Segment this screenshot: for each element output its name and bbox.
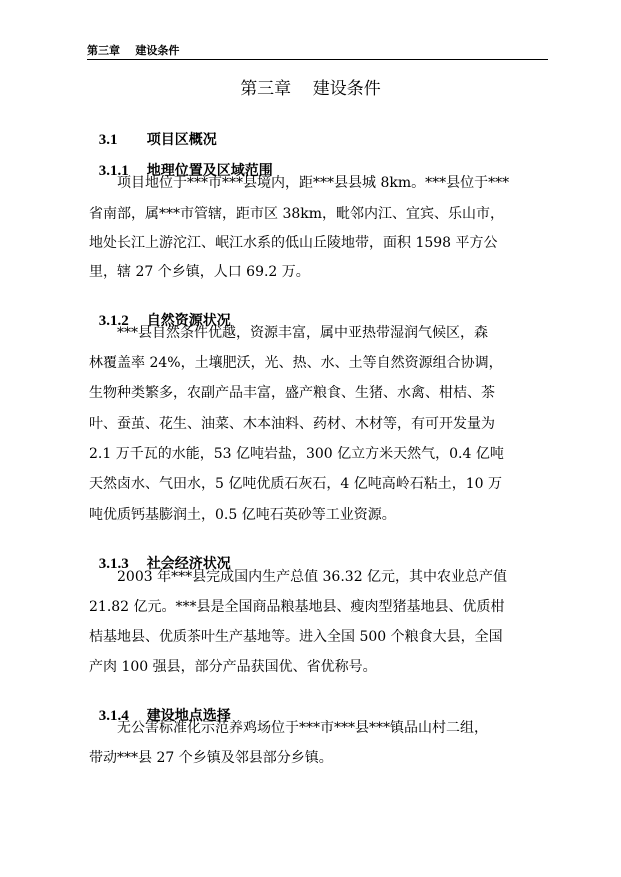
header-divider [87, 59, 548, 60]
chapter-title: 第三章 建设条件 [240, 79, 381, 99]
subsection-title: 地理位置及区域范围 [146, 163, 273, 179]
paragraph-line: 21.82 亿元。***县是全国商品粮基地县、瘦肉型猪基地县、优质柑 [89, 599, 505, 615]
section-title: 项目区概况 [146, 132, 217, 148]
paragraph-line: 带动***县 27 个乡镇及邻县部分乡镇。 [89, 750, 333, 766]
paragraph-line: 天然卤水、气田水，5 亿吨优质石灰石，4 亿吨高岭石粘土，10 万 [89, 476, 502, 492]
subsection-title: 社会经济状况 [146, 556, 231, 572]
paragraph-line: 省南部，属***市管辖，距市区 38km，毗邻内江、宜宾、乐山市， [89, 206, 505, 222]
subsection-title: 建设地点选择 [146, 708, 231, 724]
section-number: 3.1 [98, 132, 118, 148]
paragraph-line: 无公害标准化示范养鸡场位于***市***县***镇品山村二组， [117, 720, 488, 736]
paragraph-line: 项目地位于***市***县境内，距***县县城 8km。***县位于*** [117, 175, 510, 191]
paragraph-line: 吨优质钙基膨润土，0.5 亿吨石英砂等工业资源。 [89, 507, 396, 523]
paragraph-line: 地处长江上游沱江、岷江水系的低山丘陵地带，面积 1598 平方公 [89, 235, 498, 251]
paragraph-line: 产肉 100 强县，部分产品获国优、省优称号。 [89, 659, 377, 675]
subsection-number: 3.1.3 [98, 556, 129, 572]
paragraph-line: 生物种类繁多，农副产品丰富，盛产粮食、生猪、水禽、柑桔、茶 [89, 385, 495, 401]
running-header: 第三章 建设条件 [87, 44, 180, 57]
subsection-number: 3.1.2 [98, 313, 129, 329]
paragraph-line: 2.1 万千瓦的水能，53 亿吨岩盐，300 亿立方米天然气，0.4 亿吨 [89, 446, 504, 462]
paragraph-line: 叶、蚕茧、花生、油菜、木本油料、药材、木材等，有可开发量为 [89, 416, 495, 432]
subsection-title: 自然资源状况 [146, 313, 231, 329]
paragraph-line: 里，辖 27 个乡镇，人口 69.2 万。 [89, 264, 310, 280]
paragraph-line: 桔基地县、优质茶叶生产基地等。进入全国 500 个粮食大县，全国 [89, 629, 503, 645]
subsection-number: 3.1.4 [98, 708, 129, 724]
paragraph-line: 2003 年***县完成国内生产总值 36.32 亿元，其中农业总产值 [117, 569, 508, 585]
paragraph-line: 林覆盖率 24%，土壤肥沃，光、热、水、土等自然资源组合协调， [89, 355, 503, 371]
subsection-number: 3.1.1 [98, 163, 129, 179]
paragraph-line: ***县自然条件优越，资源丰富，属中亚热带湿润气候区，森 [117, 325, 488, 341]
